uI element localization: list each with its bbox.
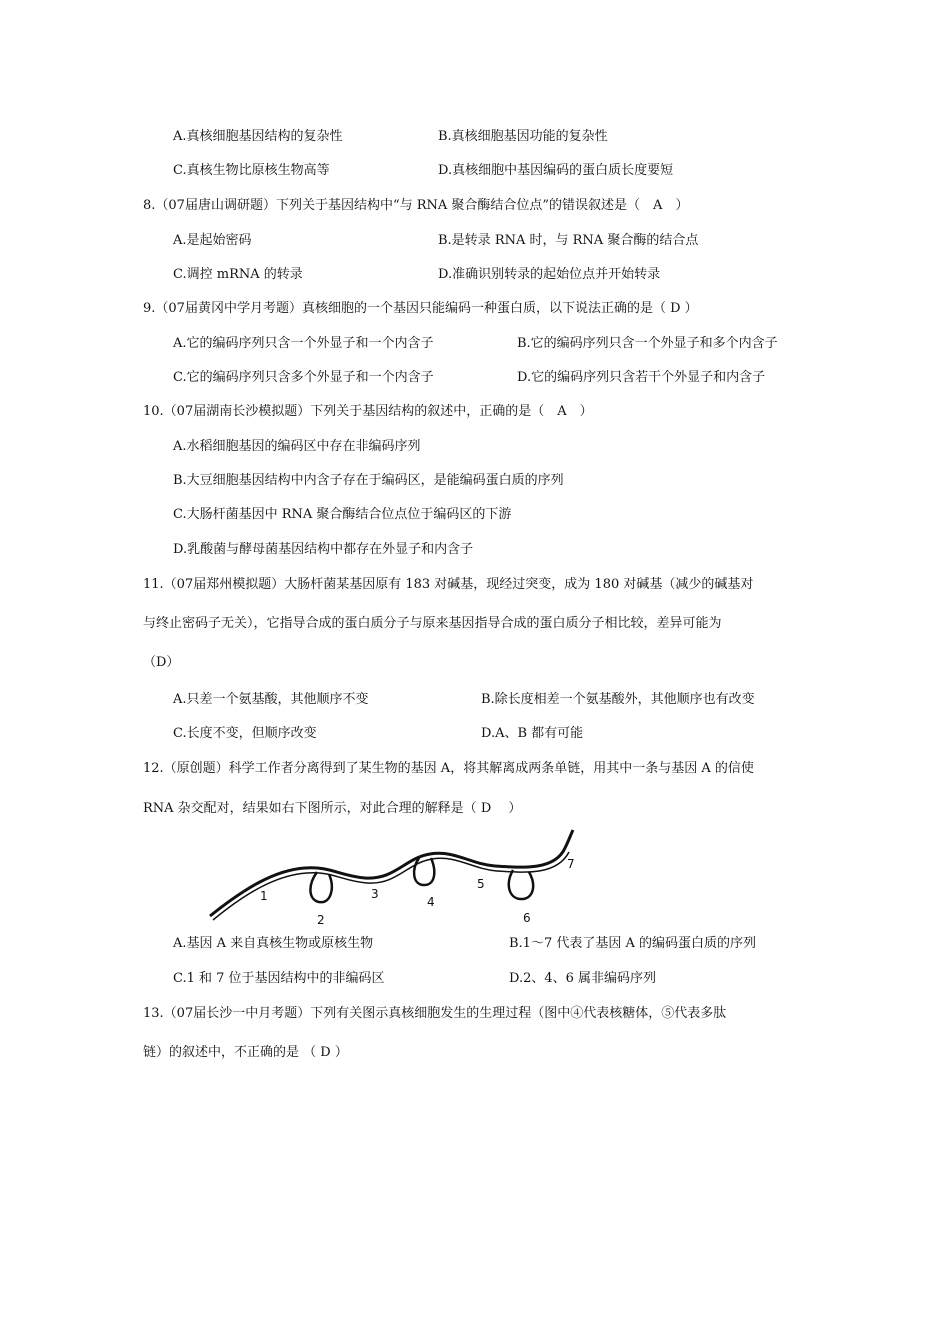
q9-option-d: D.它的编码序列只含若干个外显子和内含子 (517, 370, 766, 385)
q7-option-a: A.真核细胞基因结构的复杂性 (173, 129, 343, 144)
q9-option-c: C.它的编码序列只含多个外显子和一个内含子 (173, 370, 434, 385)
q9-option-b: B.它的编码序列只含一个外显子和多个内含子 (517, 336, 778, 351)
q12-option-a: A.基因 A 来自真核生物或原核生物 (173, 936, 374, 951)
q12-option-b: B.1～7 代表了基因 A 的编码蛋白质的序列 (509, 936, 757, 951)
figure-label-6: 6 (523, 911, 531, 925)
q10-option-d: D.乳酸菌与酵母菌基因结构中都存在外显子和内含子 (173, 542, 474, 557)
q7-option-b: B.真核细胞基因功能的复杂性 (438, 129, 608, 144)
q10-option-a: A.水稻细胞基因的编码区中存在非编码序列 (173, 439, 421, 454)
q13-stem-line2: 链）的叙述中，不正确的是 （ D ） (143, 1045, 348, 1060)
q7-option-c: C.真核生物比原核生物高等 (173, 163, 330, 178)
q10-stem: 10.（07届湖南长沙模拟题）下列关于基因结构的叙述中，正确的是（ A ） (143, 404, 593, 419)
q11-option-d: D.A、B 都有可能 (481, 726, 584, 741)
q7-option-d: D.真核细胞中基因编码的蛋白质长度要短 (438, 163, 674, 178)
q11-option-b: B.除长度相差一个氨基酸外，其他顺序也有改变 (481, 692, 755, 707)
figure-label-7: 7 (567, 857, 575, 871)
q8-option-a: A.是起始密码 (173, 233, 252, 248)
q11-stem-line1: 11.（07届郑州模拟题）大肠杆菌某基因原有 183 对碱基，现经过突变，成为 180 对碱基（减少的碱基对 (143, 577, 754, 592)
loop-2 (310, 872, 331, 902)
q11-stem-line2: 与终止密码子无关），它指导合成的蛋白质分子与原来基因指导合成的蛋白质分子相比较，差异可能为 (143, 616, 722, 631)
q11-option-a: A.只差一个氨基酸，其他顺序不变 (173, 692, 369, 707)
q12-stem-line1: 12.（原创题）科学工作者分离得到了某生物的基因 A，将其解离成两条单链，用其中一条与基因 A 的信使 (143, 761, 754, 776)
figure-label-2: 2 (317, 913, 325, 927)
q8-option-b: B.是转录 RNA 时，与 RNA 聚合酶的结合点 (438, 233, 699, 248)
q9-option-a: A.它的编码序列只含一个外显子和一个内含子 (173, 336, 434, 351)
q9-stem: 9.（07届黄冈中学月考题）真核细胞的一个基因只能编码一种蛋白质，以下说法正确的是（ D ） (143, 301, 698, 316)
loop-6 (509, 870, 533, 899)
q10-option-c: C.大肠杆菌基因中 RNA 聚合酶结合位点位于编码区的下游 (173, 507, 512, 522)
hybrid-strand-inner (213, 852, 569, 920)
figure-label-5: 5 (477, 877, 485, 891)
figure-label-1: 1 (260, 889, 268, 903)
figure-label-4: 4 (427, 895, 435, 909)
q13-stem-line1: 13.（07届长沙一中月考题）下列有关图示真核细胞发生的生理过程（图中④代表核糖体，⑤代表多肽 (143, 1006, 727, 1021)
hybrid-strand-outer (210, 830, 573, 916)
q11-option-c: C.长度不变，但顺序改变 (173, 726, 317, 741)
q8-option-c: C.调控 mRNA 的转录 (173, 267, 303, 282)
q12-stem-line2: RNA 杂交配对，结果如右下图所示，对此合理的解释是（ D ） (143, 801, 522, 816)
q12-option-d: D.2、4、6 属非编码序列 (509, 971, 657, 986)
q10-option-b: B.大豆细胞基因结构中内含子存在于编码区，是能编码蛋白质的序列 (173, 473, 564, 488)
q8-stem: 8.（07届唐山调研题）下列关于基因结构中“与 RNA 聚合酶结合位点”的错误叙述是（ A ） (143, 198, 689, 213)
figure-label-3: 3 (371, 887, 379, 901)
q8-option-d: D.准确识别转录的起始位点并开始转录 (438, 267, 661, 282)
loop-4 (414, 858, 434, 885)
hybridization-figure (205, 828, 585, 928)
q11-stem-line3: （D） (143, 655, 180, 670)
q12-option-c: C.1 和 7 位于基因结构中的非编码区 (173, 971, 385, 986)
